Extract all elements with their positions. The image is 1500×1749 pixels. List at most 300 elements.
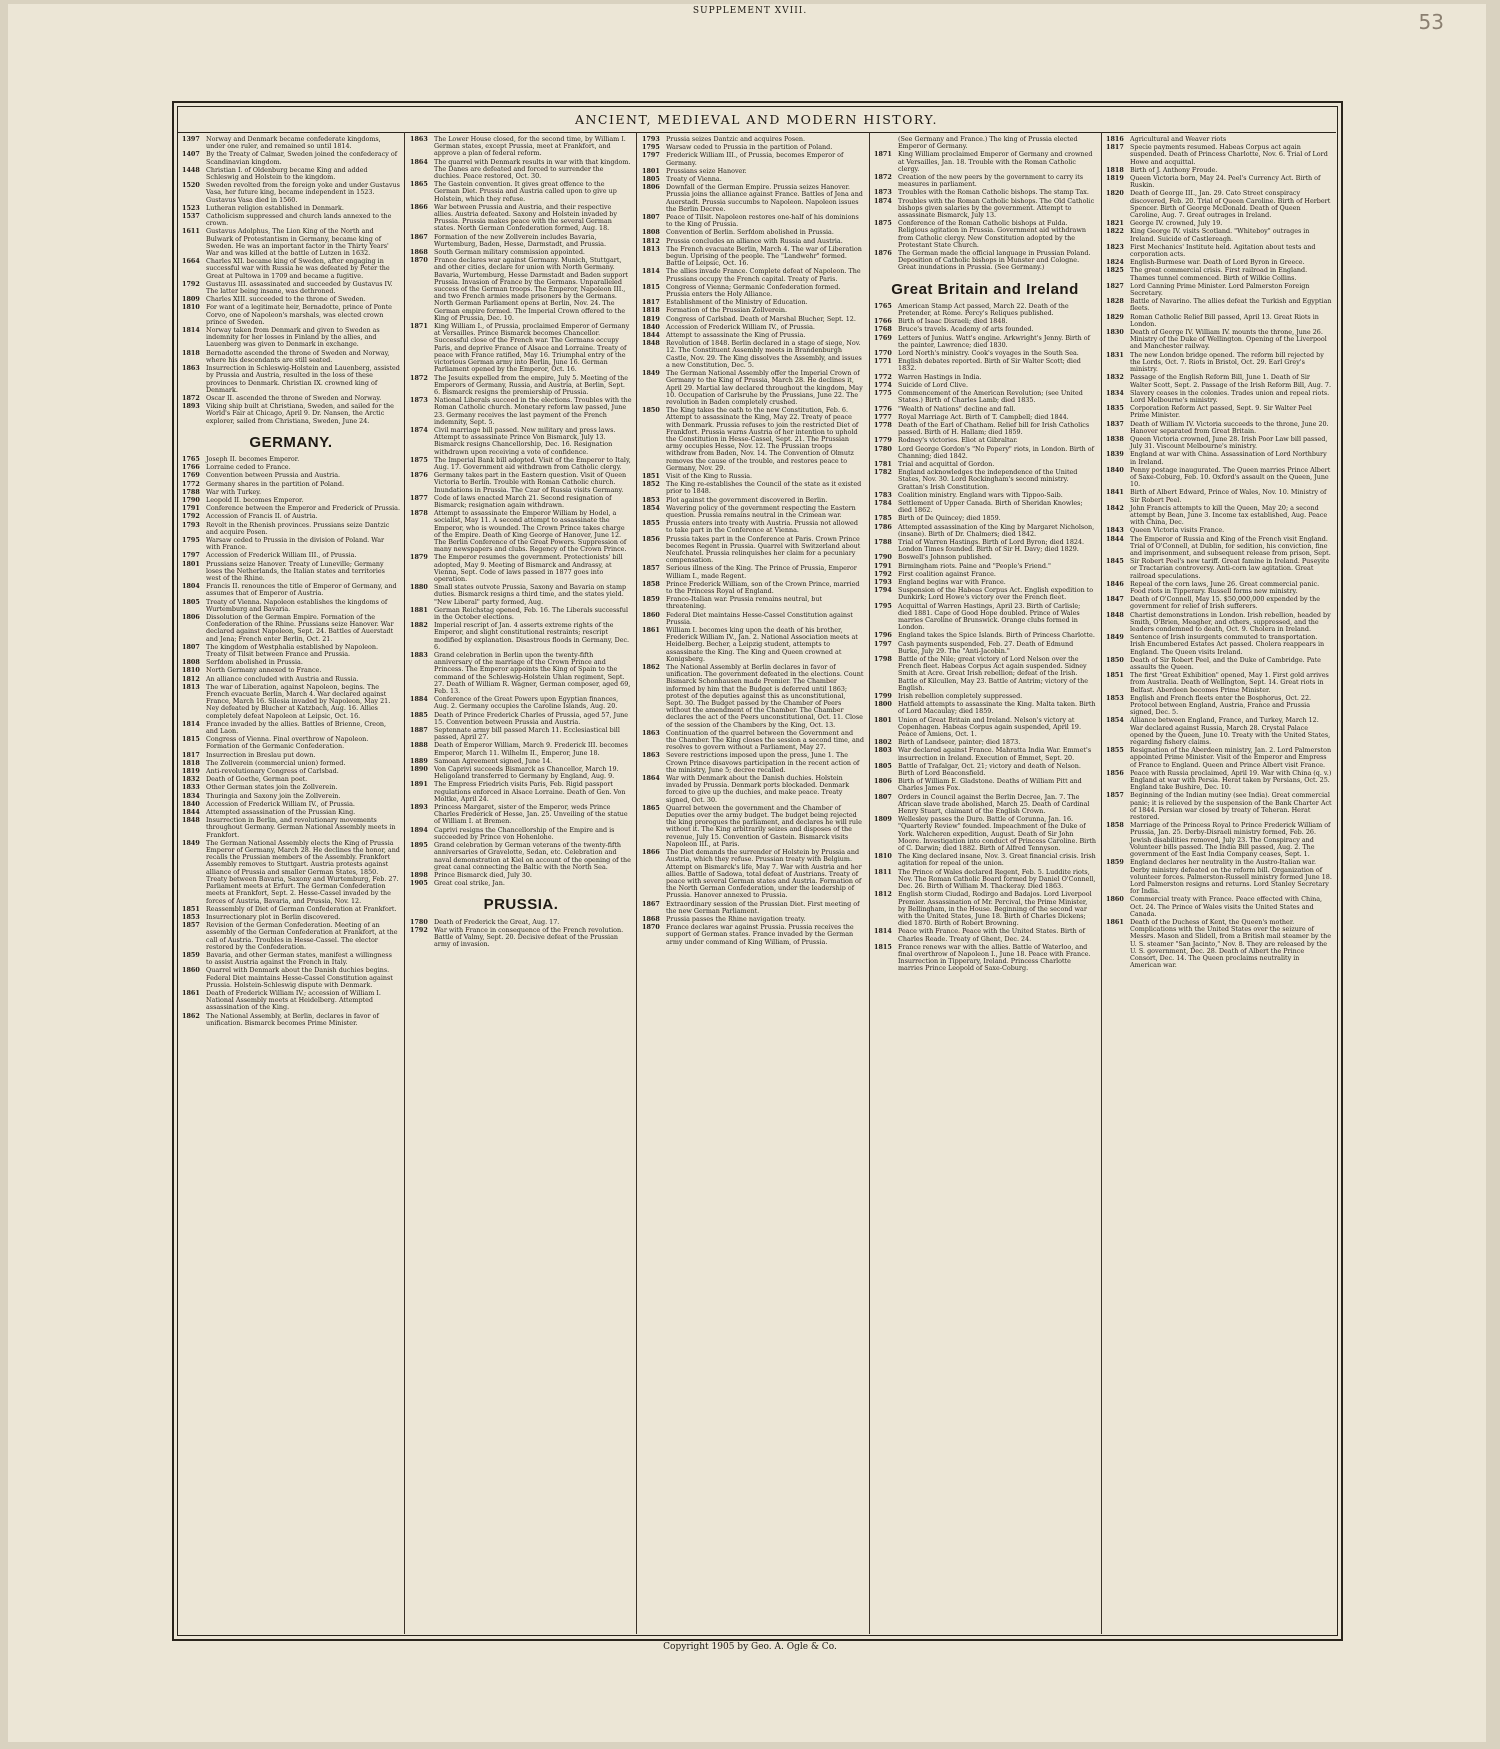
entry-year: 1832 (182, 775, 200, 784)
entry-text: Death of Goethe, German poet. (206, 775, 308, 784)
history-entry (642, 627, 864, 663)
entry-year: 1791 (182, 504, 200, 513)
column-5 (1106, 136, 1332, 1616)
entry-text: Death of the Duchess of Kent, the Queen's mother. Complications with the United States over the seizure of Messrs. Mason and Slidell, from a British mail steamer by the U. S. steamer "San Jacinto," Nov. 8. They are released by the U. S. government, Dec. 28. Death of Albert the Prince Consort, Dec. 14. The Queen proclaims neutrality in American war. (1130, 917, 1332, 970)
entry-text: Death of Sir Robert Peel, and the Duke of Cambridge. Pate assaults the Queen. (1130, 655, 1321, 672)
entry-text: Viking ship built at Christiana, Sweden, and sailed for the World's Fair at Chicago, April 9. Dr. Nansen, the Arctic explorer, sailed from Christiana, Sweden, June 24. (206, 402, 394, 425)
entry-year: 1872 (874, 173, 892, 182)
entry-text: War with Turkey. (206, 487, 262, 496)
entry-text: Insurrection in Schleswig-Holstein and Lauenberg, assisted by Prussia and Austria, resulted in the loss of these provinces to Denmark. Christian IX. crowned king of Denmark. (206, 364, 400, 394)
entry-text: Downfall of the German Empire. Prussia seizes Hanover. Prussia joins the alliance against France. Battles of Jena and Auerstadt. Prussia succumbs to Napoleon. Napoleon issues the Berlin Decree. (666, 183, 863, 213)
entry-text: Trial and acquittal of Gordon. (898, 459, 995, 468)
history-entry (874, 303, 1096, 317)
entry-text: Charles XIII. succeeded to the throne of Sweden. (206, 295, 366, 304)
entry-year: 1867 (410, 232, 428, 241)
history-entry (182, 1013, 400, 1027)
history-entry (1106, 298, 1332, 312)
history-entry (642, 316, 864, 323)
entry-year: 1769 (182, 471, 200, 480)
entry-text: Battle of Trafalgar, Oct. 21; victory and death of Nelson. Birth of Lord Beaconsfield. (898, 761, 1081, 778)
entry-year: 1805 (182, 597, 200, 606)
entry-text: Caprivi resigns the Chancellorship of the Empire and is succeeded by Prince von Hohenlohe. (434, 825, 615, 841)
history-entry (182, 817, 400, 839)
history-entry (874, 853, 1096, 867)
history-entry (1106, 558, 1332, 580)
entry-year: 1874 (874, 196, 892, 205)
entry-text: Prussia takes part in the Conference at Paris. Crown Prince becomes Regent in Prussia. Quarrel with Switzerland about Neufchatel. Prussia relinquishes her claim for a pecuniary compensation. (666, 534, 861, 565)
entry-year: 1848 (642, 339, 660, 348)
entry-text: Lorraine ceded to France. (206, 463, 291, 472)
history-entry (410, 696, 632, 710)
entry-year: 1806 (874, 777, 892, 786)
entry-text: Creation of the new peers by the government to carry its measures in parliament. (898, 173, 1084, 189)
history-entry (1106, 695, 1332, 717)
history-entry (874, 778, 1096, 792)
history-entry (874, 571, 1096, 578)
entry-text: Death of Prince Frederick Charles of Prussia, aged 57, June 15. Convention between Prussia and Austria. (434, 710, 629, 726)
entry-year: 1860 (182, 966, 200, 975)
entry-year: 1855 (1106, 746, 1124, 755)
entry-text: England begins war with France. (898, 577, 1006, 586)
entry-year: 1862 (182, 1011, 200, 1020)
history-entry (874, 318, 1096, 325)
entry-year: 1848 (1106, 610, 1124, 619)
history-entry (1106, 489, 1332, 503)
entry-year: 1837 (1106, 419, 1124, 428)
history-entry (642, 370, 864, 406)
history-entry (1106, 175, 1332, 189)
entry-text: Birth of William E. Gladstone. Deaths of William Pitt and Charles James Fox. (898, 777, 1082, 793)
entry-year: 1774 (874, 380, 892, 389)
entry-text: Gustavus III. assassinated and succeeded by Gustavus IV. The latter being insane, was dethroned. (206, 279, 393, 296)
history-entry (1106, 144, 1332, 166)
history-entry (642, 307, 864, 314)
history-entry (874, 136, 1096, 150)
history-entry (642, 136, 864, 143)
history-entry (182, 784, 400, 791)
entry-text: Treaty of Vienna. Napoleon establishes the kingdoms of Wurtemburg and Bavaria. (206, 597, 388, 613)
history-entry (410, 159, 632, 181)
history-entry (182, 752, 400, 759)
history-entry (1106, 919, 1332, 969)
entry-year: 1788 (874, 537, 892, 546)
entry-text: Death of Frederick the Great, Aug. 17. (434, 917, 560, 926)
history-entry (182, 659, 400, 666)
entry-text: First coalition against France. (898, 569, 996, 578)
history-entry (874, 382, 1096, 389)
entry-text: The French evacuate Berlin, March 4. The war of Liberation begun. Uprising of the people. The "Landwehr" formed. Battle of Leipsic, Oct. 16. (666, 244, 862, 268)
history-entry (410, 652, 632, 695)
entry-year: 1829 (1106, 312, 1124, 321)
history-entry (874, 579, 1096, 586)
history-entry (874, 763, 1096, 777)
history-entry (1106, 451, 1332, 465)
entry-text: King William proclaimed Emperor of Germany and crowned at Versailles, Jan. 18. Trouble with the Roman Catholic clergy. (898, 150, 1093, 173)
column-rule (869, 132, 870, 1634)
history-entry (182, 583, 400, 597)
entry-year: 1407 (182, 150, 200, 159)
entry-year: 1818 (182, 348, 200, 357)
history-entry (642, 152, 864, 166)
history-entry (182, 614, 400, 643)
entry-text: Death of O'Connell, May 15. $50,000,000 expended by the government for relief of Irish sufferers. (1130, 595, 1321, 611)
entry-year: 1815 (182, 735, 200, 744)
entry-text: Gustavus Adolphus, The Lion King of the North and Bulwark of Protestantism in Germany, became king of Sweden. He was an important factor in the Thirty Years' War and was killed at the battle of Lutzen in 1632. (206, 227, 389, 258)
entry-text: German Reichstag opened, Feb. 16. The Liberals successful in the October elections. (434, 605, 629, 621)
entry-text: Attempt to assassinate the Emperor William by Hodel, a socialist, May 11. A second attempt to assassinate the Emperor, who is wounded. The Crown Prince takes charge of the Empire. Death of King George of Hanover, June 12. The Berlin Conference of the Great Powers. Suppression of many newspapers and clubs. Regency of the Crown Prince. (434, 509, 627, 554)
entry-year: 1868 (642, 914, 660, 923)
entry-year: 1800 (874, 700, 892, 709)
entry-year: 1792 (410, 925, 428, 934)
entry-year: 1890 (410, 765, 428, 774)
entry-text: Attempt to assassinate the King of Prussia. (666, 331, 806, 340)
entry-year: 1765 (182, 454, 200, 463)
history-entry (874, 717, 1096, 739)
history-entry (874, 794, 1096, 816)
entry-text: Code of laws enacted March 21. Second resignation of Bismarck; resignation again withdrawn. (434, 493, 612, 509)
entry-text: Severe restrictions imposed upon the press, June 1. The Crown Prince disavows participation in the recent action of the ministry, June 5; decree recalled. (666, 751, 860, 774)
history-entry (410, 712, 632, 726)
entry-text: Norway and Denmark became confederate kingdoms, under one ruler, and remained so until 1814. (206, 136, 381, 151)
history-entry (182, 952, 400, 966)
entry-year: 1797 (874, 639, 892, 648)
entry-year: 1871 (410, 322, 428, 331)
entry-year: 1860 (642, 610, 660, 619)
entry-year: 1865 (410, 180, 428, 189)
entry-text: Boswell's Johnson published. (898, 553, 992, 562)
entry-text: Commencement of the American Revolution; (see United States.) Birth of Charles Lamb; died 1835. (898, 389, 1083, 405)
history-entry (182, 205, 400, 212)
entry-text: The King declared insane, Nov. 3. Great financial crisis. Irish agitation for repeal of the union. (898, 852, 1096, 868)
entry-year: 1814 (182, 719, 200, 728)
entry-year: 1888 (410, 741, 428, 750)
entry-year: 1780 (410, 917, 428, 926)
entry-text: Resignation of the Aberdeen ministry, Jan. 2. Lord Palmerston appointed Prime Minister. Visit of the Emperor and Empress of France to England. Queen and Prince Albert visit France. (1130, 746, 1332, 769)
entry-text: Charles XII. became king of Sweden, after engaging in successful war with Russia he was defeated by Peter the Great at Pultowa in 1709 and became a fugitive. (206, 257, 390, 280)
entry-year: 1792 (874, 569, 892, 578)
history-entry (642, 268, 864, 282)
entry-year: 1851 (1106, 671, 1124, 680)
history-entry (182, 513, 400, 520)
entry-text: Revolution of 1848. Berlin declared in a stage of siege, Nov. 12. The Constituent Assembly meets in Brandenburgh Castle, Nov. 29. The King dissolves the Assembly, and issues a new Constitution, Dec. 5. (666, 339, 862, 369)
history-entry (874, 701, 1096, 715)
entry-text: Reassembly of Diet of German Confederation at Frankfort. (206, 904, 397, 913)
entry-year: 1868 (410, 248, 428, 257)
entry-year: 1803 (874, 746, 892, 755)
entry-text: By the Treaty of Calmar, Sweden joined the confederacy of Scandinavian kingdom. (206, 150, 398, 166)
entry-year: 1830 (1106, 328, 1124, 337)
entry-year: 1807 (182, 642, 200, 651)
entry-text: Formation of the Prussian Zollverein. (666, 306, 788, 315)
history-entry (182, 914, 400, 921)
history-entry (182, 801, 400, 808)
history-entry (642, 497, 864, 504)
entry-year: 1523 (182, 203, 200, 212)
history-entry (874, 469, 1096, 491)
history-entry (410, 323, 632, 373)
entry-year: 1867 (642, 899, 660, 908)
history-entry (410, 472, 632, 494)
entry-year: 1794 (874, 586, 892, 595)
history-entry (1106, 792, 1332, 821)
history-entry (874, 335, 1096, 349)
history-entry (1106, 770, 1332, 792)
history-entry (874, 693, 1096, 700)
history-entry (182, 809, 400, 816)
entry-year: 1840 (182, 799, 200, 808)
history-entry (182, 684, 400, 720)
history-entry (410, 554, 632, 583)
entry-text: Queen Victoria crowned, June 28. Irish Poor Law bill passed, July 31. Viscount Melbourne's ministry. (1130, 434, 1328, 451)
entry-year: 1864 (410, 157, 428, 166)
entry-text: Repeal of the corn laws, June 26. Great commercial panic. Food riots in Tipperary. Russell forms new ministry. (1130, 579, 1320, 595)
entry-year: 1871 (874, 150, 892, 159)
history-entry (182, 365, 400, 394)
history-entry (874, 198, 1096, 220)
entry-year: 1894 (410, 825, 428, 834)
history-entry (182, 760, 400, 767)
history-entry (1106, 390, 1332, 404)
entry-text: Prussians seize Hanover. (666, 166, 747, 175)
entry-year: 1834 (1106, 388, 1124, 397)
history-entry (182, 497, 400, 504)
entry-text: Prussia seizes Dantzic and acquires Posen. (666, 136, 806, 143)
history-entry (182, 552, 400, 559)
history-entry (642, 775, 864, 804)
history-entry (182, 258, 400, 280)
entry-year: 1819 (642, 314, 660, 323)
history-entry (410, 804, 632, 826)
entry-text: Orders in Council against the Berlin Decree, Jan. 7. The African slave trade abolished, March 25. Death of Cardinal Henry Stuart, claimant of the English Crown. (898, 792, 1090, 816)
entry-year: 1814 (182, 326, 200, 335)
history-entry (410, 742, 632, 756)
entry-year: 1792 (182, 512, 200, 521)
history-entry (642, 246, 864, 268)
entry-text: Coalition ministry. England wars with Tippoo-Saib. (898, 490, 1063, 499)
history-entry (182, 667, 400, 674)
history-entry (1106, 421, 1332, 435)
entry-year: 1844 (642, 331, 660, 340)
entry-year: 1809 (874, 815, 892, 824)
column-2 (410, 136, 632, 1616)
entry-text: Revision of the German Confederation. Meeting of an assembly of the German Confederation at Frankfort, at the call of Austria. Troubles in Hesse-Cassel. The elector restored by the Confederation. (206, 921, 398, 951)
entry-year: 1839 (1106, 450, 1124, 459)
entry-text: Settlement of Upper Canada. Birth of Sheridan Knowles; died 1862. (898, 498, 1083, 515)
history-entry (182, 676, 400, 683)
history-entry (874, 928, 1096, 942)
entry-year: 1806 (182, 612, 200, 621)
entry-text: Plot against the government discovered in Berlin. (666, 495, 828, 504)
entry-year: 1855 (642, 519, 660, 528)
entry-year: 1846 (1106, 579, 1124, 588)
entry-year: 1849 (642, 369, 660, 378)
entry-year: 1776 (874, 404, 892, 413)
entry-year: 1790 (874, 553, 892, 562)
entry-text: The National Assembly at Berlin declares in favor of unification. The government defeated in the elections. Count Bismarck Schonhausen made Premier. The Chamber informed by him that the Budget is deferred until 1863; protest of the deputies against this as unconstitutional, Sept. 30. The Budget passed by the Chamber of Peers without the amendment of the Chamber. The Chamber declares the act of the Peers unconstitutional, Oct. 11. Close of the session of the Chambers by the King, Oct. 13. (666, 663, 864, 729)
entry-year: 1844 (1106, 534, 1124, 543)
entry-year: 1812 (182, 674, 200, 683)
history-entry (410, 249, 632, 256)
entry-year: 1859 (182, 950, 200, 959)
history-entry (874, 374, 1096, 381)
history-entry (874, 174, 1096, 188)
entry-text: Death of George III., Jan. 29. Cato Street conspiracy discovered, Feb. 20. Trial of Queen Caroline. Birth of Herbert Spencer. Birth of George McDonald. Death of Queen Caroline, Aug. 7. Great outrages in Ireland. (1130, 189, 1331, 220)
history-entry (642, 805, 864, 848)
history-entry (874, 739, 1096, 746)
history-entry (642, 752, 864, 774)
entry-year: 1885 (410, 710, 428, 719)
section-heading: PRUSSIA. (483, 896, 559, 914)
history-entry (182, 228, 400, 257)
entry-text: The National Assembly, at Berlin, declares in favor of unification. Bismarck becomes Prime Minister. (206, 1011, 379, 1027)
history-entry (182, 990, 400, 1012)
entry-text: Thuringia and Saxony join the Zollverein. (206, 791, 341, 800)
entry-year: 1881 (410, 605, 428, 614)
entry-text: Peace with France. Peace with the United States. Birth of Charles Reade. Treaty of Ghent, Dec. 24. (898, 927, 1085, 943)
entry-year: 1883 (410, 651, 428, 660)
history-entry (1106, 190, 1332, 219)
entry-text: The great commercial crisis. First railroad in England. Thames tunnel commenced. Birth of Wilkie Collins. (1130, 266, 1308, 282)
history-entry (1106, 634, 1332, 656)
history-entry (410, 827, 632, 841)
history-entry (1106, 612, 1332, 634)
entry-year: 1810 (874, 852, 892, 861)
entry-year: 1814 (874, 927, 892, 936)
entry-year: 1851 (182, 904, 200, 913)
entry-year: 1805 (642, 175, 660, 184)
history-entry (182, 505, 400, 512)
entry-text: Christian I. of Oldenburg became King and added Schleswig and Holstein to the kingdom. (206, 165, 368, 182)
entry-text: Death of William IV. Victoria succeeds to the throne, June 20. Hanover separated from Great Britain. (1130, 419, 1329, 435)
entry-year: 1792 (182, 279, 200, 288)
history-entry (182, 304, 400, 326)
history-entry (1106, 672, 1332, 694)
entry-text: National Liberals succeed in the elections. Troubles with the Roman Catholic church. Monetary reform law passed, June 23. Germany receives the last payment of the French indemnity, Sept. 5. (434, 396, 632, 426)
entry-year: 1520 (182, 181, 200, 190)
entry-year: 1858 (642, 579, 660, 588)
entry-year: 1795 (182, 535, 200, 544)
entry-year: 1845 (1106, 557, 1124, 566)
entry-year: 1872 (410, 373, 428, 382)
entry-year: 1866 (410, 202, 428, 211)
entry-text: Warsaw ceded to Prussia in the partition of Poland. (666, 143, 833, 152)
history-entry (182, 721, 400, 735)
history-entry (1106, 314, 1332, 328)
entry-text: Other German states join the Zollverein. (206, 783, 338, 792)
history-entry (642, 505, 864, 519)
history-entry (182, 136, 400, 150)
history-entry (1106, 657, 1332, 671)
history-entry (874, 587, 1096, 601)
entry-text: Prussia enters into treaty with Austria. Prussia not allowed to take part in the Conference at Vienna. (666, 519, 858, 535)
entry-text: Birmingham riots. Paine and "People's Friend." (898, 561, 1051, 570)
history-entry (642, 238, 864, 245)
history-entry (874, 220, 1096, 249)
history-entry (182, 967, 400, 989)
entry-year: 1770 (874, 349, 892, 358)
history-entry (642, 612, 864, 626)
history-entry (642, 901, 864, 915)
entry-year: 1813 (182, 682, 200, 691)
entry-text: Prince Bismarck died, July 30. (434, 870, 532, 879)
entry-year: 1870 (410, 256, 428, 265)
history-entry (182, 481, 400, 488)
entry-text: Grand celebration by German veterans of the twenty-fifth anniversaries of Gravelotte, Sedan, etc. Celebration and naval demonstration at Kiel on account of the opening of the great canal connecting the Baltic with the North Sea. (434, 841, 631, 871)
entry-year: 1861 (1106, 917, 1124, 926)
entry-text: Congress of Vienna; Germanic Confederation formed. Prussia enters the Holy Alliance. (666, 282, 841, 299)
entry-text: Troubles with the Roman Catholic bishops. The Old Catholic bishops given salaries by the government. Attempt to assassinate Bismarck, July 13. (898, 196, 1095, 220)
entry-year: 1870 (642, 923, 660, 932)
entry-text: Prussians seize Hanover. Treaty of Luneville; Germany loses the Netherlands, the Italian states and territories west of the Rhine. (206, 559, 385, 582)
entry-year: 1765 (874, 301, 892, 310)
history-entry (874, 446, 1096, 460)
history-entry (1106, 896, 1332, 918)
entry-year: 1801 (874, 715, 892, 724)
entry-year: 1448 (182, 165, 200, 174)
entry-text: The German National Assembly offer the Imperial Crown of Germany to the King of Prussia, March 28. He declines it, April 29. Martial law declared throughout the kingdom, May 10. Occupation of Carlsruhe by the Prussians, June 22. The revolution in Baden completely crushed. (666, 369, 863, 406)
history-entry (874, 151, 1096, 173)
entry-year: 1793 (182, 520, 200, 529)
history-entry (182, 522, 400, 536)
history-entry (1106, 596, 1332, 610)
entry-text: Von Caprivi succeeds Bismarck as Chancellor, March 19. Heligoland transferred to Germany by England, Aug. 9. (434, 765, 619, 781)
history-entry (874, 326, 1096, 333)
entry-text: Establishment of the Ministry of Education. (666, 298, 808, 307)
history-entry (1106, 244, 1332, 258)
entry-year: 1887 (410, 726, 428, 735)
history-entry (874, 515, 1096, 522)
entry-year: 1818 (642, 306, 660, 315)
entry-text: The King re-establishes the Council of the state as it existed prior to 1848. (666, 480, 862, 496)
entry-text: Union of Great Britain and Ireland. Nelson's victory at Copenhagen. Habeas Corpus again suspended, April 19. Peace of Amiens, Oct. 1. (898, 715, 1082, 739)
entry-text: Sentence of Irish insurgents commuted to transportation. Irish Encumbered Estates Act passed. Cholera reappears in England. The Queen visits Ireland. (1130, 633, 1325, 656)
entry-year: 1844 (182, 808, 200, 817)
entry-text: Death of Frederick William IV.; accession of William I. National Assembly meets at Heidelberg. Attempted assassination of the King. (206, 988, 381, 1012)
entry-year: 1853 (182, 912, 200, 921)
entry-text: The German National Assembly elects the King of Prussia Emperor of Germany, March 28. He declines the honor, and recalls the Prussian members of the Assembly. Frankfort Assembly removes to Stuttgart. Austria protests against alliance of Prussia and smaller German States, 1850. Treaty between Bavaria, Saxony and Wurtemburg, Feb. 27. Parliament meets at Erfurt. The German Confederation meets at Frankfort, Sept. 2. Hesse-Cassel invaded by the forces of Austria, Bavaria, and Prussia, Nov. 12. (206, 838, 400, 905)
copyright-line: Copyright 1905 by Geo. A. Ogle & Co. (663, 1642, 837, 1652)
entry-year: 1880 (410, 583, 428, 592)
entry-text: War with France in consequence of the French revolution. Battle of Valmy, Sept. 20. Decisive defeat of the Prussian army of invasion. (434, 925, 624, 949)
column-rule (636, 132, 637, 1634)
entry-year: 1797 (182, 551, 200, 560)
entry-text: Lord North's ministry. Cook's voyages in the South Sea. (898, 349, 1079, 358)
entry-year: 1853 (1106, 693, 1124, 702)
history-entry (1106, 267, 1332, 281)
entry-year: 1882 (410, 621, 428, 630)
entry-year: 1819 (182, 767, 200, 776)
entry-text: Hatfield attempts to assassinate the King. Malta taken. Birth of Lord Macaulay; died 1859. (898, 700, 1096, 716)
entry-year: 1785 (874, 514, 892, 523)
entry-text: Wellesley passes the Duro. Battle of Corunna, Jan. 16. "Quarterly Review" founded. Impeachment of the Duke of York. Walcheren expedition, August. Death of Sir John Moore. Investigation into conduct of Princess Caroline. Birth of C. Darwin; died 1882. Birth of Alfred Tennyson. (898, 815, 1096, 853)
entry-text: Irish rebellion completely suppressed. (898, 692, 1023, 701)
entry-text: Attempted assassination of the Prussian King. (206, 808, 356, 817)
entry-text: Conference of the Roman Catholic bishops at Fulda. Religious agitation in Prussia. Government aid withdrawn from Catholic clergy. New Constitution adopted by the Protestant State Church. (898, 219, 1086, 249)
entry-year: 1859 (1106, 858, 1124, 867)
entry-text: The Gastein convention. It gives great offence to the German Diet. Prussia and Austria called upon to give up Holstein, which they refuse. (434, 180, 617, 203)
history-entry (182, 167, 400, 181)
entry-text: Death of the Earl of Chatham. Relief bill for Irish Catholics passed. Birth of H. Hallam; died 1859. (898, 420, 1090, 437)
entry-year: 1893 (410, 803, 428, 812)
entry-year: 1840 (642, 322, 660, 331)
entry-text: Prussia passes the Rhine navigation treaty. (666, 914, 806, 923)
history-entry (642, 730, 864, 752)
entry-text: The Imperial Bank bill adopted. Visit of the Emperor to Italy, Aug. 17. Government aid withdrawn from Catholic clergy. (434, 455, 631, 471)
entry-year: 1818 (1106, 165, 1124, 174)
history-entry (642, 581, 864, 595)
history-entry (182, 151, 400, 165)
history-entry (642, 168, 864, 175)
